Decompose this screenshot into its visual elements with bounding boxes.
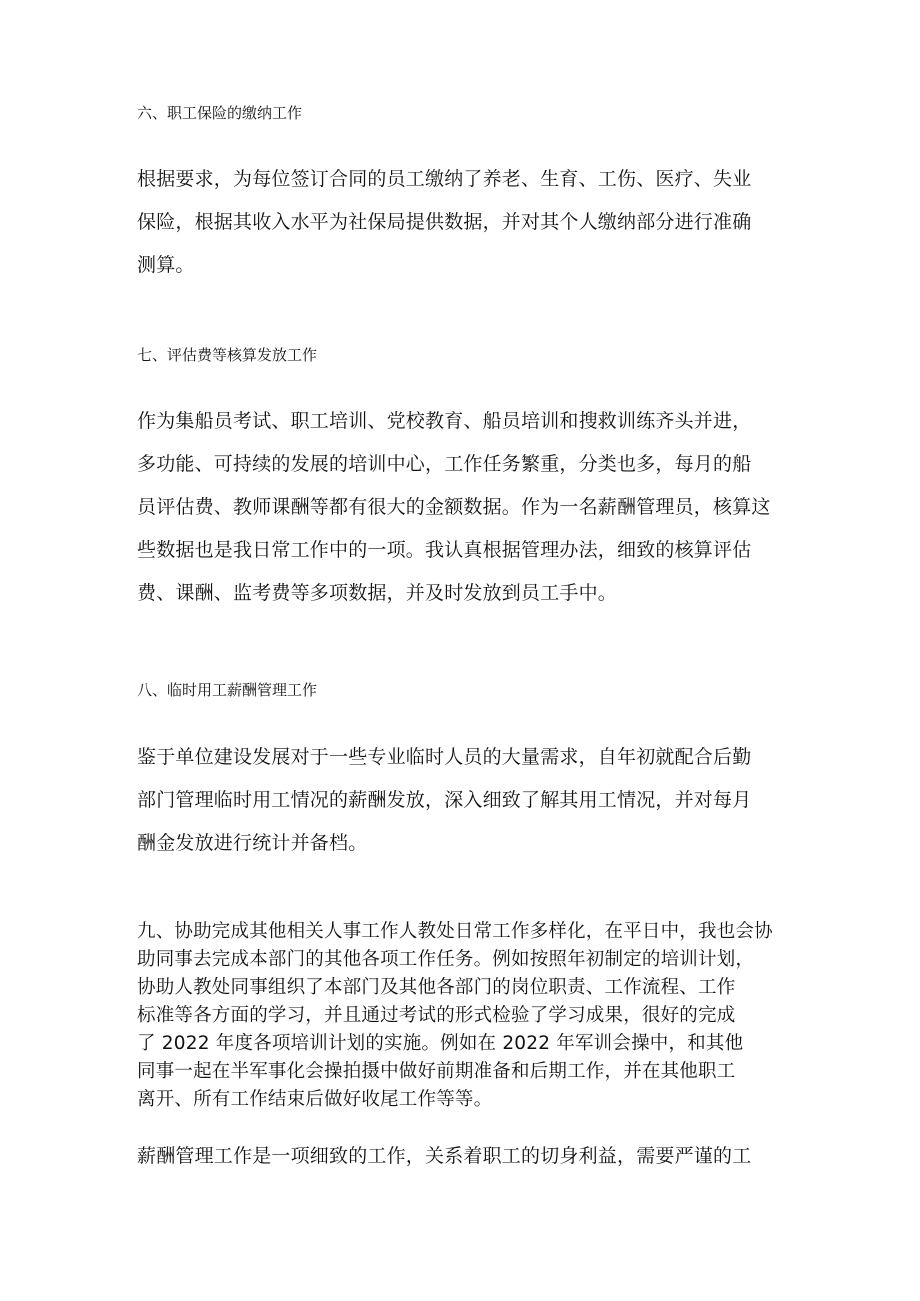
body-line: 助同事去完成本部门的其他各项工作任务。例如按照年初制定的培训计划， [137,949,755,970]
body-line: 九、协助完成其他相关人事工作人教处日常工作多样化，在平日中，我也会协 [137,921,773,942]
body-line: 部门管理临时用工情况的薪酬发放，深入细致了解其用工情况，并对每月 [137,789,752,811]
body-line: 薪酬管理工作是一项细致的工作，关系着职工的切身利益，需要严谨的工 [137,1145,752,1167]
body-line: 测算。 [137,254,195,276]
body-line: 标准等各方面的学习，并且通过考试的形式检验了学习成果，很好的完成 [137,1005,736,1026]
body-line: 根据要求，为每位签订合同的员工缴纳了养老、生育、工伤、医疗、失业 [137,168,752,190]
section-body-7 [137,400,797,615]
body-line: 多功能、可持续的发展的培训中心，工作任务繁重，分类也多，每月的船 [137,453,752,475]
body-line: 协助人教处同事组织了本部门及其他各部门的岗位职责、工作流程、工作 [137,977,736,998]
body-line: 离开、所有工作结束后做好收尾工作等等。 [137,1089,493,1110]
body-line: 同事一起在半军事化会操拍摄中做好前期准备和后期工作，并在其他职工 [137,1061,736,1082]
body-line: 员评估费、教师课酬等都有很大的金额数据。作为一名薪酬管理员，核算这 [137,496,771,518]
section-body-6 [137,158,797,287]
section-heading-7: 七、评估费等核算发放工作 [137,346,318,364]
section-body-8 [137,736,797,865]
body-line: 些数据也是我日常工作中的一项。我认真根据管理办法，细致的核算评估 [137,539,752,561]
section-heading-8: 八、临时用工薪酬管理工作 [137,681,318,699]
body-line: 鉴于单位建设发展对于一些专业临时人员的大量需求，自年初就配合后勤 [137,746,752,768]
body-line: 费、课酬、监考费等多项数据，并及时发放到员工手中。 [137,582,618,604]
body-line: 作为集船员考试、职工培训、党校教育、船员培训和搜救训练齐头并进， [137,410,752,432]
body-line: 保险，根据其收入水平为社保局提供数据，并对其个人缴纳部分进行准确 [137,211,752,233]
closing-paragraph [137,1135,797,1178]
body-line: 酬金发放进行统计并备档。 [137,832,368,854]
section-heading-6: 六、职工保险的缴纳工作 [137,104,303,122]
body-line: 了 2022 年度各项培训计划的实施。例如在 2022 年军训会操中，和其他 [137,1033,744,1054]
section-body-9 [137,918,797,1114]
